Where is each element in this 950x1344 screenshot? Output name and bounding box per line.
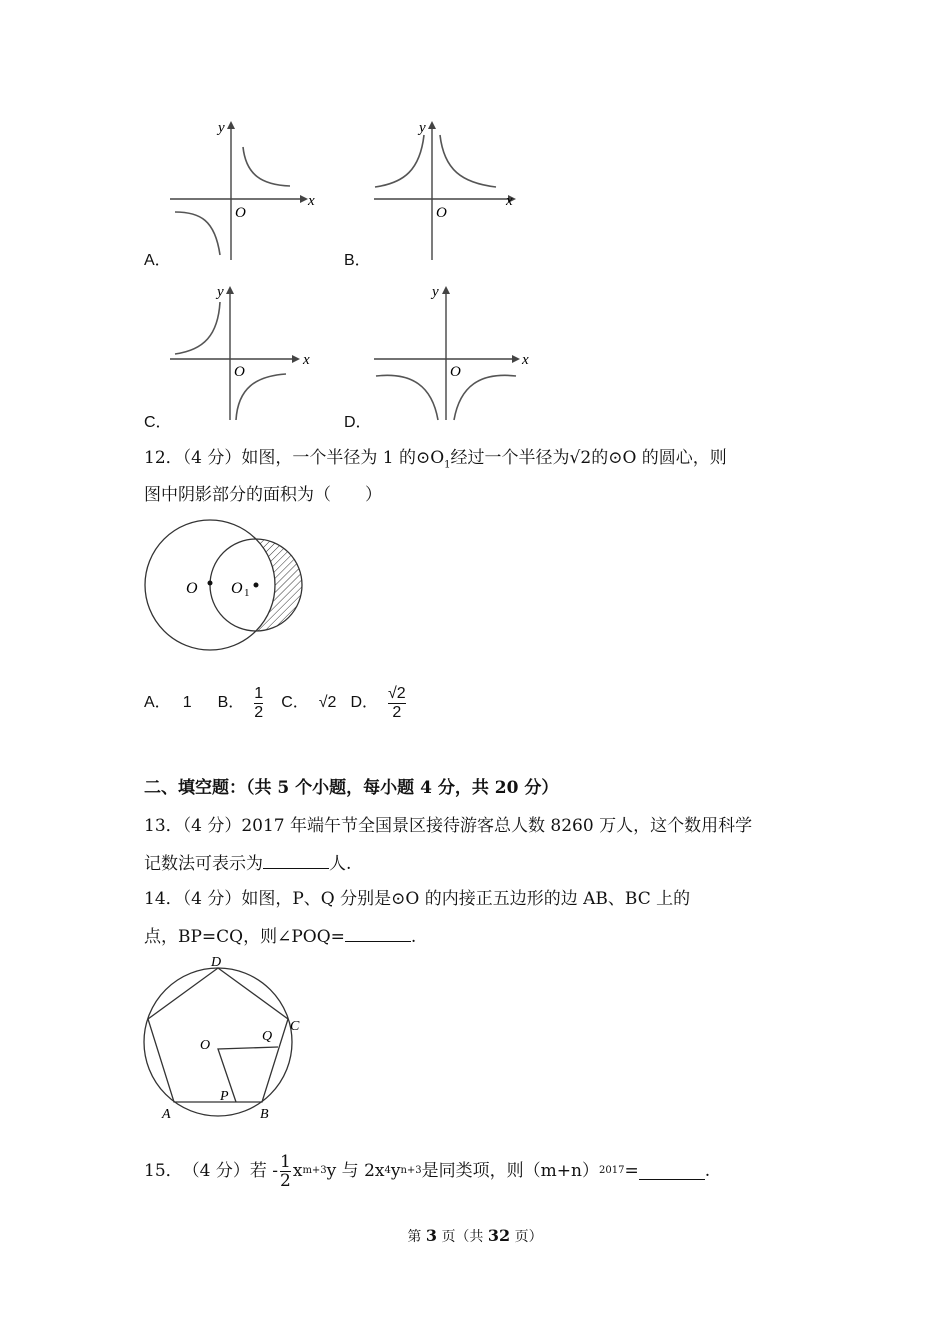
curve-q4 [236,374,286,420]
label-o1-subscript: 1 [244,587,250,599]
axis-y-label: y [432,284,439,300]
x-axis-arrow [300,195,308,203]
q15-sup-1: m+3 [302,1165,327,1176]
curve-q2 [175,302,220,354]
q12-mid-text: 经过一个半径为 [450,448,570,468]
q15-line [144,1150,710,1192]
axis-x-label: x [506,193,513,209]
q14-line-1: 14．（4 分）如图，P、Q 分别是⊙O 的内接正五边形的边 AB、BC 上的 [144,889,691,909]
origin-label: O [235,205,246,221]
choice-d-denominator: 2 [392,703,402,721]
q12-line-2: 图中阴影部分的面积为（ ） [144,485,382,505]
q12-line-1 [144,447,727,476]
option-a-label: A． [144,252,171,269]
q12-end-text: 的⊙O 的圆心，则 [591,448,727,468]
q13-line-2-post: 人. [329,854,352,874]
label-d: D [211,955,222,970]
y-axis-arrow [442,286,450,294]
q13-line-2-pre: 记数法可表示为 [144,854,263,874]
choice-c-label: C． [281,694,309,711]
curve-q3 [376,375,438,420]
footer-pre: 第 [407,1229,422,1245]
q13-line-1: 13．（4 分）2017 年端午节全国景区接待游客总人数 8260 万人，这个数用科学 [144,816,753,836]
curve-q2 [375,135,424,187]
axis-y-label: y [217,284,224,300]
axis-x-label: x [522,352,529,368]
footer-post: 页） [514,1229,543,1245]
q15-frac-num: 1 [280,1151,291,1172]
option-c-label: C． [144,414,172,431]
curve-q3 [175,212,220,255]
x-axis-arrow [292,355,300,363]
choice-a-label: A． [144,694,171,711]
q15-mid: 是同类项，则（m+n） [421,1161,599,1181]
origin-label: O [234,364,245,380]
choice-a-value: 1 [182,694,192,711]
q12-radical: √2 [569,448,592,468]
q15-y1: y 与 2x [326,1161,385,1181]
axis-y-label: y [419,120,426,136]
label-q: Q [262,1029,273,1044]
footer-page-number: 3 [425,1226,437,1245]
q15-sup-3: n+3 [400,1165,422,1176]
y-axis-arrow [226,286,234,294]
axis-x-label: x [303,352,310,368]
q12-score-text: （4 分）如图，一个半径为 1 的⊙O [182,448,445,468]
q15-frac-den: 2 [280,1170,291,1191]
graph-option-c [170,280,320,425]
q15-eq: = [624,1161,639,1181]
q15-number: 15． [144,1161,183,1181]
footer-total-pages: 32 [487,1226,511,1245]
choice-d-fraction [388,685,406,722]
q15-sup-4: 2017 [599,1165,625,1176]
q15-x1: x [292,1161,303,1181]
option-b-label: B． [344,252,371,269]
q12-choices [144,680,406,726]
section-heading: 二、填空题：（共 5 个小题，每小题 4 分，共 20 分） [144,778,559,798]
q13-line-2 [144,852,351,875]
q12-number: 12． [144,448,183,468]
option-d-label: D． [344,414,372,431]
q14-answer-blank[interactable] [345,925,411,942]
choice-d-label: D． [350,694,378,711]
page-footer [0,1226,950,1246]
curve-q1 [440,135,496,187]
x-axis-arrow [512,355,520,363]
q15-sup-2: 4 [384,1165,391,1176]
graph-option-b [370,115,530,265]
label-b: B [260,1107,269,1122]
q15-fraction [280,1153,291,1190]
graph-option-d [372,280,537,425]
q15-answer-blank[interactable] [639,1163,705,1180]
q12-figure [140,515,315,655]
label-o: O [186,580,198,597]
curve-q1 [243,147,290,186]
axis-y-label: y [218,120,225,136]
q15-score: （4 分）若 - [182,1161,279,1181]
label-c: C [290,1019,300,1034]
choice-b-label: B． [217,694,245,711]
origin-label: O [450,364,461,380]
q15-y2: y [390,1161,401,1181]
label-o1: O [231,580,243,597]
choice-b-numerator: 1 [254,684,264,702]
footer-mid: 页（共 [441,1229,484,1245]
q14-line-2 [144,925,416,948]
curve-q4 [454,375,516,420]
y-axis-arrow [227,121,235,129]
center-o1-dot [254,583,259,588]
q13-answer-blank[interactable] [263,852,329,869]
q14-line-2-pre: 点，BP=CQ，则∠POQ= [144,927,345,947]
choice-c-value: √2 [318,694,337,711]
q14-line-2-post: . [410,927,417,947]
center-o-dot [208,581,213,586]
origin-label: O [436,205,447,221]
y-axis-arrow [428,121,436,129]
axis-x-label: x [308,193,315,209]
choice-d-numerator: √2 [388,684,406,702]
q12-subscript: 1 [444,459,451,471]
label-p: P [220,1089,229,1104]
graph-option-a [170,115,320,265]
label-a: A [162,1107,171,1122]
label-o: O [200,1038,211,1053]
q14-figure [138,952,313,1124]
q15-period: . [704,1161,711,1181]
choice-b-fraction [254,685,263,722]
choice-b-denominator: 2 [254,703,264,721]
